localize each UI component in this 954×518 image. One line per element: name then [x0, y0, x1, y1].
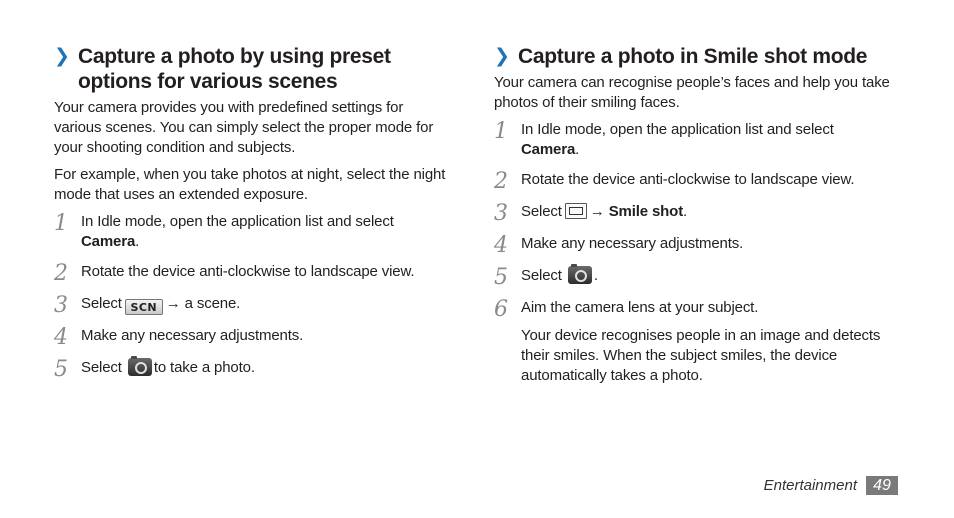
left-step-5 [54, 358, 454, 380]
step-text-after: → a scene. [165, 295, 241, 312]
right-step-1 [494, 120, 904, 160]
step-number: 2 [54, 261, 68, 286]
right-paragraph-1: Your camera can recognise people’s faces and help you take photos of their smiling faces. [494, 74, 890, 111]
left-column [54, 44, 454, 390]
right-step-4 [494, 234, 904, 256]
step-number: 2 [494, 169, 508, 194]
shooting-mode-icon [565, 203, 587, 219]
step-number: 4 [54, 325, 68, 350]
step-number: 3 [54, 293, 68, 318]
camera-icon [128, 358, 152, 376]
right-column [494, 44, 904, 386]
step-text-before: Select [521, 267, 562, 284]
left-paragraph-1: Your camera provides you with predefined settings for various scenes. You can simply select the proper mode for your shooting condition and subjects. [54, 99, 434, 156]
page-footer [764, 476, 898, 495]
right-steps [494, 120, 904, 386]
left-steps [54, 212, 454, 380]
step-text-before: Select [81, 295, 122, 312]
step-text: Make any necessary adjustments. [521, 235, 744, 252]
step-number: 5 [494, 265, 508, 290]
step-text-main: In Idle mode, open the application list and select [81, 213, 394, 230]
right-step-2 [494, 170, 904, 192]
step-text-after: . [135, 233, 140, 250]
step-6-note: Your device recognises people in an image and detects their smiles. When the subject smiles, the device automatically takes a photo. [521, 327, 881, 384]
left-section-title: Capture a photo by using preset options for various scenes [78, 45, 391, 93]
step-text: Make any necessary adjustments. [81, 327, 304, 344]
left-paragraph-2: For example, when you take photos at night, select the night mode that uses an extended exposure. [54, 166, 446, 203]
chevron-right-icon: ❯ [54, 46, 70, 67]
left-step-3 [54, 294, 454, 316]
step-number: 1 [54, 211, 68, 236]
step-text-after: . [575, 141, 580, 158]
step-text [521, 120, 834, 160]
step-number: 1 [494, 119, 508, 144]
scene-mode-icon: SCN [125, 299, 163, 315]
right-section-heading [494, 44, 904, 69]
step-number: 4 [494, 233, 508, 258]
step-text-after: . [593, 267, 598, 284]
step-text: Rotate the device anti-clockwise to landscape view. [521, 171, 855, 188]
step-number: 3 [494, 201, 508, 226]
step-bold: Smile shot [608, 203, 684, 220]
chapter-label: Entertainment [763, 477, 857, 494]
right-step-6 [494, 298, 904, 320]
left-step-1 [54, 212, 454, 252]
step-text: Aim the camera lens at your subject. [521, 299, 759, 316]
step-number: 6 [494, 297, 508, 322]
step-text-before: Select [81, 359, 122, 376]
step-bold: Camera [81, 233, 136, 250]
left-step-4 [54, 326, 454, 348]
step-text [81, 294, 240, 315]
page-number: 49 [866, 476, 898, 495]
step-text-main: In Idle mode, open the application list and select [521, 121, 834, 138]
chevron-right-icon: ❯ [494, 46, 510, 67]
step-text [81, 358, 255, 378]
left-section-heading [54, 44, 454, 94]
arrow-right-icon: → [589, 203, 605, 220]
step-text [521, 266, 598, 286]
step-text: Rotate the device anti-clockwise to landscape view. [81, 263, 415, 280]
step-bold: Camera [521, 141, 576, 158]
right-step-3 [494, 202, 904, 224]
left-step-2 [54, 262, 454, 284]
step-text-after: . [683, 203, 688, 220]
camera-icon [568, 266, 592, 284]
step-text [81, 212, 394, 252]
right-step-5 [494, 266, 904, 288]
step-text [521, 202, 687, 222]
step-text-after: to take a photo. [153, 359, 255, 376]
step-text-before: Select [521, 203, 562, 220]
step-number: 5 [54, 357, 68, 382]
right-section-title: Capture a photo in Smile shot mode [518, 45, 868, 68]
